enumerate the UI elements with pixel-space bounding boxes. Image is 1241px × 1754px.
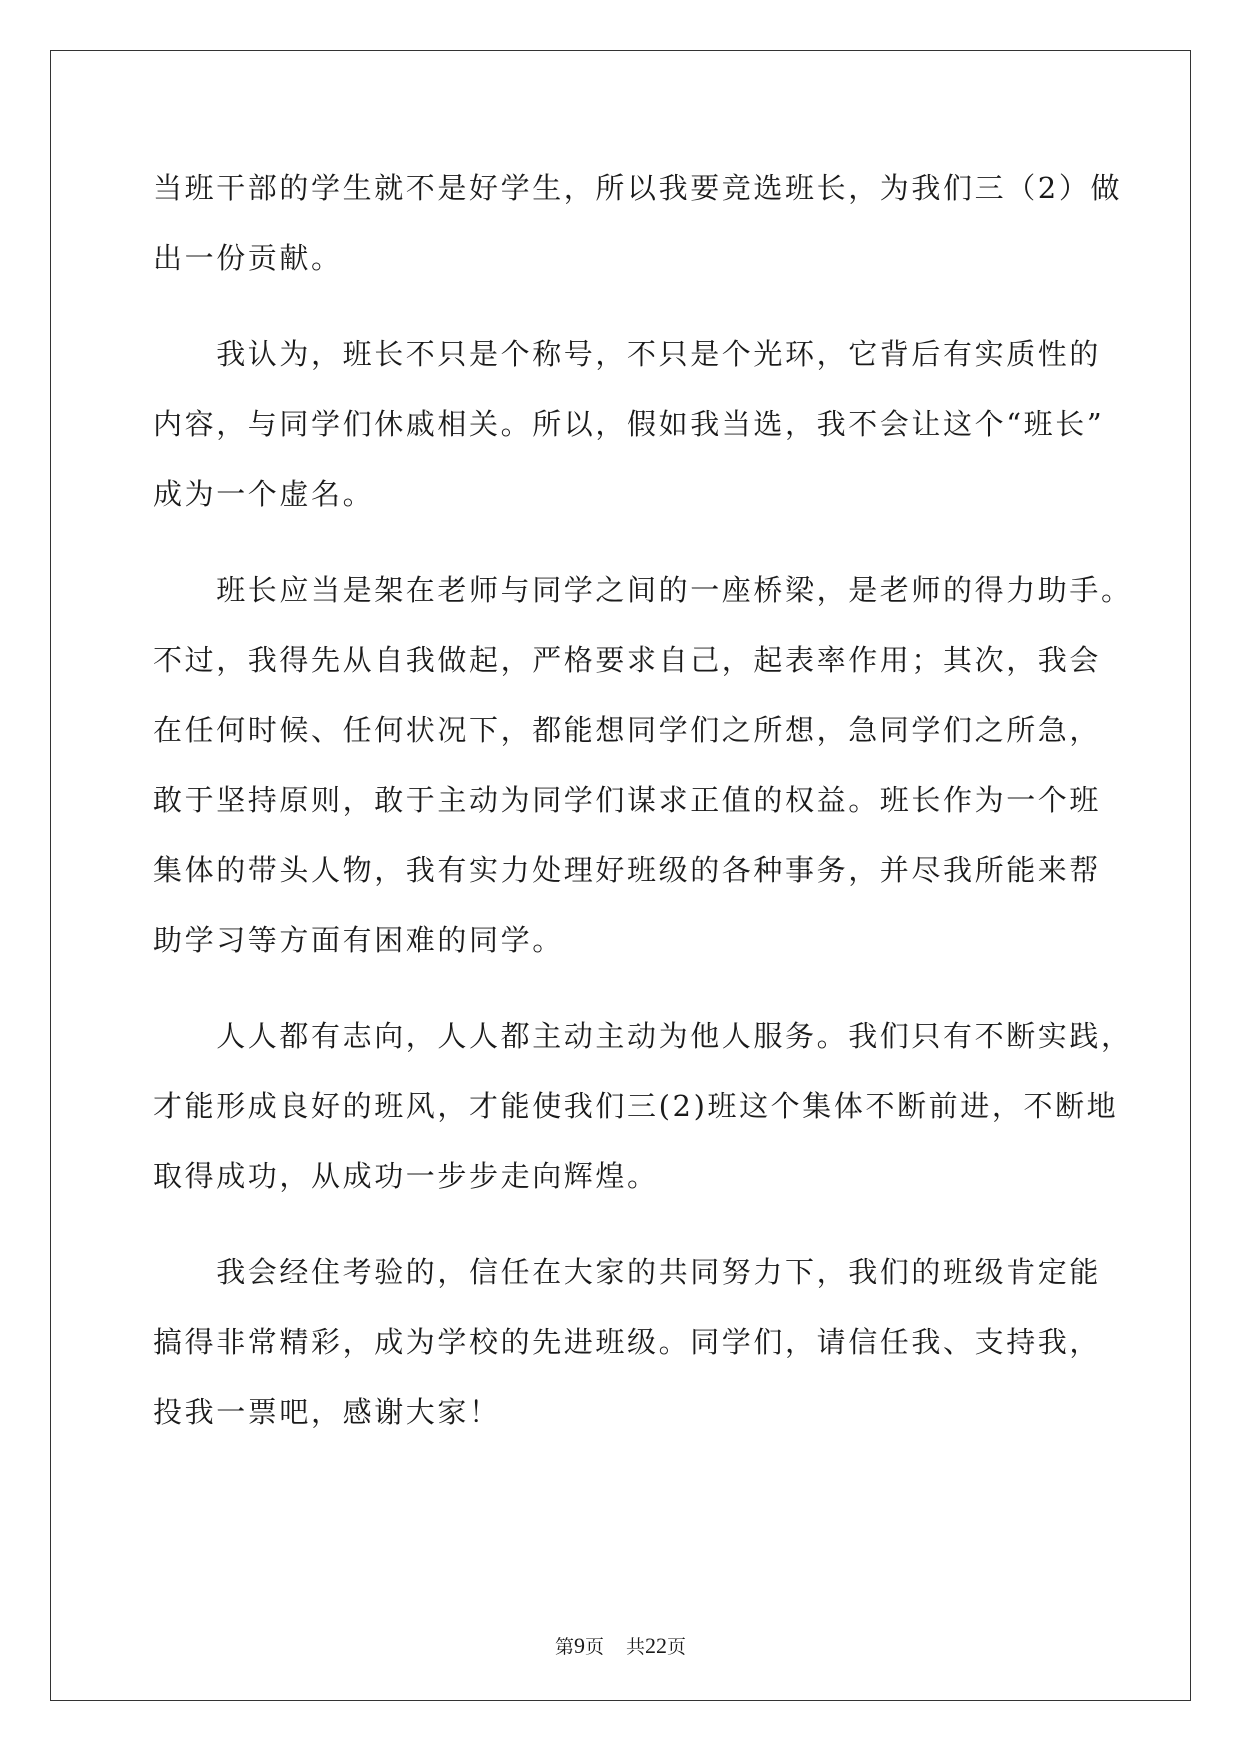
text-line: 成为一个虚名。 xyxy=(153,477,375,511)
text-line: 在任何时候、任何状况下，都能想同学们之所想，急同学们之所急， xyxy=(153,713,1102,747)
text-line: 取得成功，从成功一步步走向辉煌。 xyxy=(153,1159,659,1193)
total-pages: 22 xyxy=(645,1633,668,1658)
text-line: 搞得非常精彩，成为学校的先进班级。同学们，请信任我、支持我， xyxy=(153,1325,1102,1359)
page-label: 第9页 xyxy=(554,1633,604,1658)
text-line: 投我一票吧，感谢大家！ xyxy=(153,1395,501,1429)
page-footer xyxy=(0,1634,1241,1659)
text-line: 内容，与同学们休戚相关。所以，假如我当选，我不会让这个“班长” xyxy=(153,407,1105,441)
text-line: 当班干部的学生就不是好学生，所以我要竞选班长，为我们三（2）做 xyxy=(153,171,1123,205)
text-line: 不过，我得先从自我做起，严格要求自己，起表率作用；其次，我会 xyxy=(153,643,1102,677)
text-line: 我会经住考验的，信任在大家的共同努力下，我们的班级肯定能 xyxy=(153,1255,1102,1289)
page-number: 9 xyxy=(573,1633,585,1658)
text-line: 敢于坚持原则，敢于主动为同学们谋求正值的权益。班长作为一个班 xyxy=(153,783,1102,817)
text-line: 集体的带头人物，我有实力处理好班级的各种事务，并尽我所能来帮 xyxy=(153,853,1102,887)
text-line: 我认为，班长不只是个称号，不只是个光环，它背后有实质性的 xyxy=(153,337,1102,371)
text-line: 助学习等方面有困难的同学。 xyxy=(153,923,564,957)
text-line: 班长应当是架在老师与同学之间的一座桥梁，是老师的得力助手。 xyxy=(153,573,1133,607)
text-line: 人人都有志向，人人都主动主动为他人服务。我们只有不断实践， xyxy=(153,1019,1133,1053)
text-line: 出一份贡献。 xyxy=(153,241,343,275)
text-line: 才能形成良好的班风，才能使我们三(2)班这个集体不断前进，不断地 xyxy=(153,1089,1119,1123)
total-label: 共22页 xyxy=(626,1633,687,1658)
